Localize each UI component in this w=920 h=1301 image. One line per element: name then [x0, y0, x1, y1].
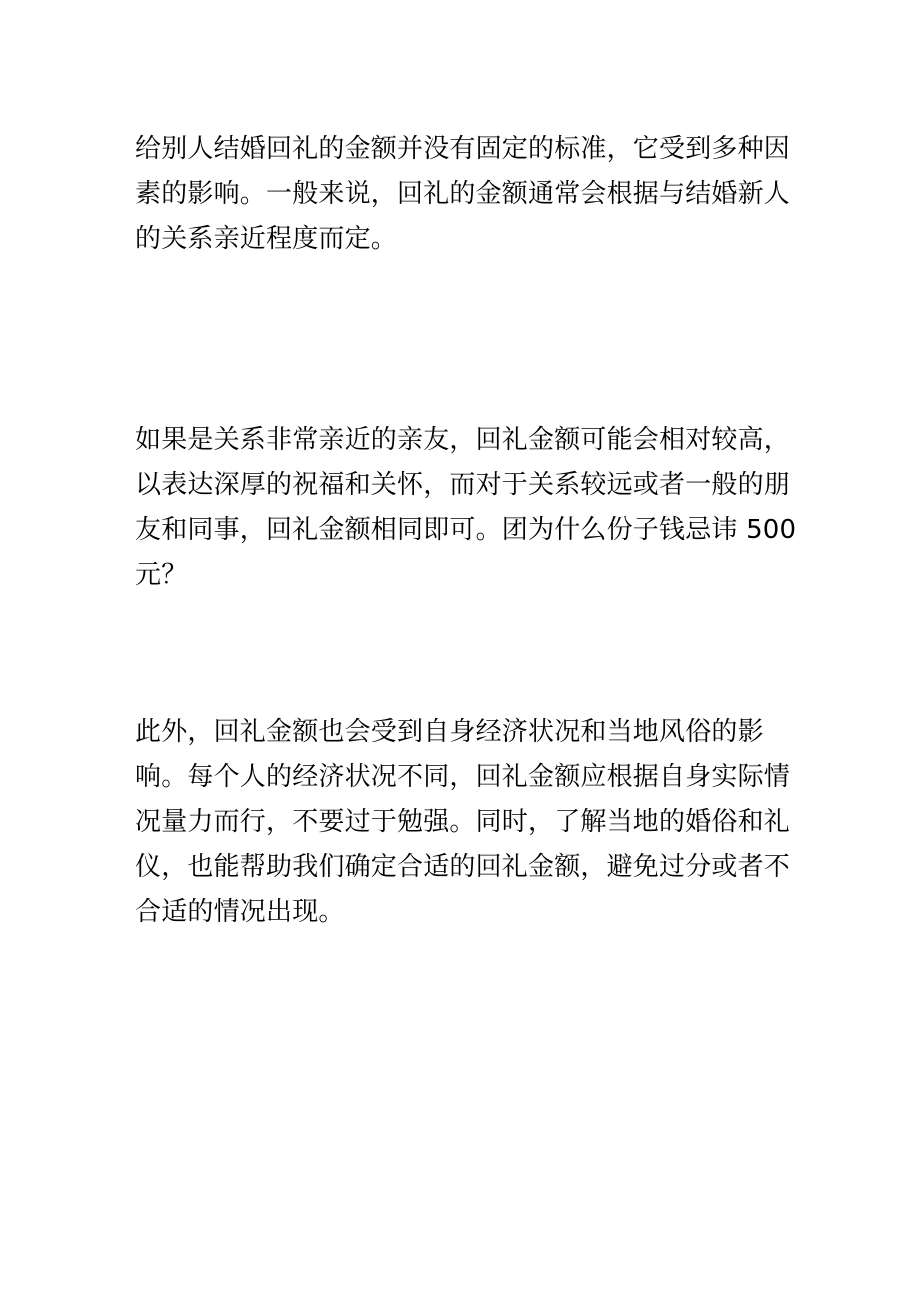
paragraph-1: 给别人结婚回礼的金额并没有固定的标准，它受到多种因素的影响。一般来说，回礼的金额通常会根据与结婚新人的关系亲近程度而定。 — [135, 134, 791, 254]
paragraph-3: 此外，回礼金额也会受到自身经济状况和当地风俗的影响。每个人的经济状况不同，回礼金额应根据自身实际情况量力而行，不要过于勉强。同时，了解当地的婚俗和礼仪，也能帮助我们确定合适的回礼金额，避免过分或者不合适的情况出现。 — [135, 717, 791, 927]
paragraph-2: 如果是关系非常亲近的亲友，回礼金额可能会相对较高，以表达深厚的祝福和关怀，而对于关系较远或者一般的朋友和同事，回礼金额相同即可。团为什么份子钱忌讳 500 元？ — [135, 425, 797, 590]
